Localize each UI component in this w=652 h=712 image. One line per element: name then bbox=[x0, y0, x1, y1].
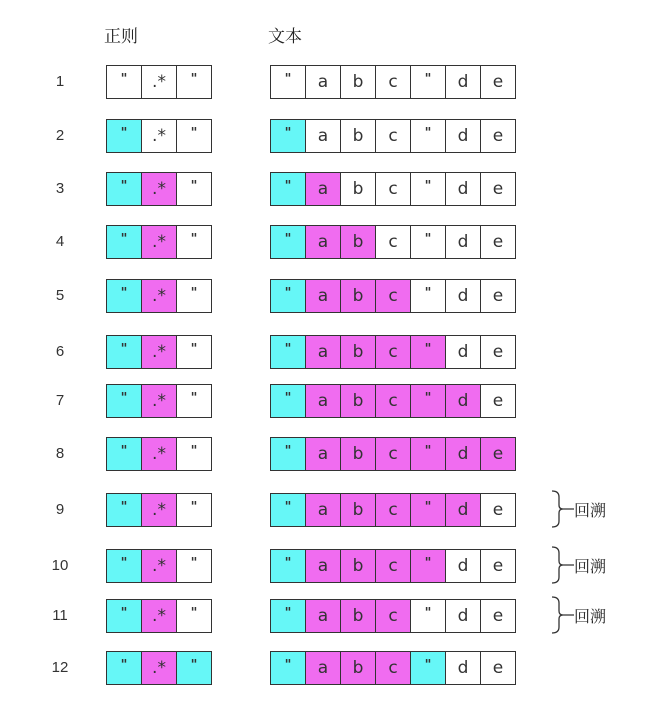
regex-token-cell: " bbox=[177, 66, 212, 98]
text-char-cell: b bbox=[341, 385, 376, 417]
regex-cells bbox=[106, 651, 212, 685]
text-cells bbox=[270, 172, 516, 206]
step-row bbox=[0, 279, 652, 313]
regex-token-cell: .* bbox=[142, 226, 177, 258]
step-number: 5 bbox=[55, 287, 65, 304]
regex-token-cell: " bbox=[107, 385, 142, 417]
regex-token-cell: " bbox=[107, 600, 142, 632]
text-char-cell: b bbox=[341, 173, 376, 205]
text-char-cell: c bbox=[376, 173, 411, 205]
regex-header: 正则 bbox=[104, 27, 138, 47]
text-cells bbox=[270, 493, 516, 527]
text-char-cell: d bbox=[446, 600, 481, 632]
text-char-cell: c bbox=[376, 280, 411, 312]
text-cells bbox=[270, 651, 516, 685]
text-char-cell: a bbox=[306, 336, 341, 368]
text-cells bbox=[270, 279, 516, 313]
text-char-cell: b bbox=[341, 550, 376, 582]
text-char-cell: " bbox=[271, 652, 306, 684]
text-char-cell: d bbox=[446, 336, 481, 368]
text-char-cell: a bbox=[306, 438, 341, 470]
text-char-cell: " bbox=[411, 385, 446, 417]
text-header: 文本 bbox=[268, 27, 302, 47]
text-char-cell: " bbox=[411, 280, 446, 312]
text-char-cell: " bbox=[271, 494, 306, 526]
text-char-cell: " bbox=[411, 652, 446, 684]
regex-token-cell: " bbox=[177, 550, 212, 582]
text-char-cell: c bbox=[376, 120, 411, 152]
text-cells bbox=[270, 225, 516, 259]
step-row bbox=[0, 651, 652, 685]
regex-token-cell: " bbox=[107, 550, 142, 582]
regex-cells bbox=[106, 279, 212, 313]
regex-token-cell: .* bbox=[142, 173, 177, 205]
text-cells bbox=[270, 384, 516, 418]
text-char-cell: a bbox=[306, 494, 341, 526]
regex-token-cell: " bbox=[107, 494, 142, 526]
step-row bbox=[0, 384, 652, 418]
step-row bbox=[0, 493, 652, 527]
regex-cells bbox=[106, 493, 212, 527]
regex-cells bbox=[106, 172, 212, 206]
text-char-cell: a bbox=[306, 600, 341, 632]
text-char-cell: " bbox=[271, 550, 306, 582]
text-char-cell: c bbox=[376, 385, 411, 417]
text-char-cell: c bbox=[376, 438, 411, 470]
step-row bbox=[0, 119, 652, 153]
text-char-cell: " bbox=[271, 173, 306, 205]
text-char-cell: a bbox=[306, 652, 341, 684]
backtrack-label: 回溯 bbox=[574, 500, 607, 520]
regex-token-cell: " bbox=[177, 600, 212, 632]
text-char-cell: e bbox=[481, 280, 516, 312]
text-char-cell: a bbox=[306, 66, 341, 98]
text-char-cell: d bbox=[446, 385, 481, 417]
regex-token-cell: " bbox=[177, 280, 212, 312]
regex-cells bbox=[106, 335, 212, 369]
step-row bbox=[0, 335, 652, 369]
regex-token-cell: " bbox=[107, 66, 142, 98]
regex-token-cell: " bbox=[177, 385, 212, 417]
step-number: 4 bbox=[55, 233, 65, 250]
regex-token-cell: " bbox=[177, 336, 212, 368]
step-row bbox=[0, 225, 652, 259]
regex-token-cell: .* bbox=[142, 66, 177, 98]
curly-brace-icon bbox=[548, 489, 574, 529]
text-char-cell: " bbox=[271, 600, 306, 632]
regex-token-cell: .* bbox=[142, 438, 177, 470]
step-number: 9 bbox=[55, 501, 65, 518]
text-char-cell: " bbox=[271, 438, 306, 470]
step-row bbox=[0, 599, 652, 633]
backtrack-annotation bbox=[548, 545, 606, 585]
backtrack-annotation bbox=[548, 595, 606, 635]
regex-token-cell: " bbox=[177, 494, 212, 526]
regex-token-cell: .* bbox=[142, 494, 177, 526]
text-char-cell: d bbox=[446, 494, 481, 526]
regex-token-cell: .* bbox=[142, 652, 177, 684]
regex-token-cell: .* bbox=[142, 120, 177, 152]
regex-token-cell: .* bbox=[142, 385, 177, 417]
curly-brace-icon bbox=[548, 545, 574, 585]
text-char-cell: a bbox=[306, 385, 341, 417]
text-char-cell: a bbox=[306, 120, 341, 152]
regex-token-cell: " bbox=[177, 226, 212, 258]
text-char-cell: e bbox=[481, 600, 516, 632]
text-char-cell: b bbox=[341, 600, 376, 632]
step-number: 6 bbox=[55, 343, 65, 360]
text-char-cell: d bbox=[446, 280, 481, 312]
regex-token-cell: " bbox=[177, 120, 212, 152]
text-char-cell: d bbox=[446, 550, 481, 582]
text-char-cell: e bbox=[481, 336, 516, 368]
step-number: 12 bbox=[51, 659, 69, 676]
text-char-cell: d bbox=[446, 652, 481, 684]
step-number: 11 bbox=[52, 607, 68, 624]
regex-token-cell: " bbox=[177, 652, 212, 684]
step-row bbox=[0, 549, 652, 583]
text-char-cell: " bbox=[411, 550, 446, 582]
text-char-cell: b bbox=[341, 336, 376, 368]
text-char-cell: e bbox=[481, 120, 516, 152]
text-cells bbox=[270, 119, 516, 153]
regex-cells bbox=[106, 549, 212, 583]
regex-token-cell: " bbox=[107, 438, 142, 470]
text-char-cell: e bbox=[481, 226, 516, 258]
text-char-cell: " bbox=[411, 173, 446, 205]
text-char-cell: " bbox=[411, 226, 446, 258]
step-row bbox=[0, 437, 652, 471]
text-char-cell: e bbox=[481, 438, 516, 470]
text-char-cell: c bbox=[376, 336, 411, 368]
text-char-cell: a bbox=[306, 280, 341, 312]
regex-token-cell: .* bbox=[142, 336, 177, 368]
regex-cells bbox=[106, 65, 212, 99]
regex-token-cell: " bbox=[107, 336, 142, 368]
step-row bbox=[0, 65, 652, 99]
text-char-cell: " bbox=[271, 66, 306, 98]
regex-token-cell: " bbox=[107, 120, 142, 152]
text-char-cell: e bbox=[481, 385, 516, 417]
text-char-cell: d bbox=[446, 226, 481, 258]
text-char-cell: e bbox=[481, 66, 516, 98]
text-char-cell: d bbox=[446, 66, 481, 98]
step-number: 2 bbox=[55, 127, 65, 144]
text-char-cell: c bbox=[376, 550, 411, 582]
step-number: 7 bbox=[55, 392, 65, 409]
text-char-cell: " bbox=[411, 600, 446, 632]
text-cells bbox=[270, 549, 516, 583]
text-char-cell: " bbox=[271, 385, 306, 417]
text-char-cell: " bbox=[271, 280, 306, 312]
text-char-cell: e bbox=[481, 494, 516, 526]
backtrack-label: 回溯 bbox=[574, 606, 607, 626]
step-number: 3 bbox=[55, 180, 65, 197]
text-char-cell: e bbox=[481, 173, 516, 205]
regex-cells bbox=[106, 225, 212, 259]
text-char-cell: " bbox=[411, 494, 446, 526]
text-char-cell: d bbox=[446, 438, 481, 470]
text-char-cell: b bbox=[341, 226, 376, 258]
text-char-cell: " bbox=[411, 66, 446, 98]
text-char-cell: " bbox=[411, 438, 446, 470]
text-char-cell: e bbox=[481, 652, 516, 684]
regex-cells bbox=[106, 119, 212, 153]
regex-token-cell: .* bbox=[142, 280, 177, 312]
regex-cells bbox=[106, 599, 212, 633]
regex-token-cell: " bbox=[107, 280, 142, 312]
regex-cells bbox=[106, 437, 212, 471]
regex-token-cell: " bbox=[177, 438, 212, 470]
text-char-cell: c bbox=[376, 652, 411, 684]
text-char-cell: c bbox=[376, 66, 411, 98]
text-cells bbox=[270, 65, 516, 99]
text-char-cell: c bbox=[376, 600, 411, 632]
text-char-cell: b bbox=[341, 66, 376, 98]
text-char-cell: b bbox=[341, 438, 376, 470]
regex-token-cell: .* bbox=[142, 550, 177, 582]
backtrack-annotation bbox=[548, 489, 606, 529]
text-char-cell: b bbox=[341, 652, 376, 684]
text-char-cell: c bbox=[376, 494, 411, 526]
step-number: 10 bbox=[51, 557, 69, 574]
text-char-cell: b bbox=[341, 120, 376, 152]
regex-token-cell: " bbox=[107, 173, 142, 205]
text-char-cell: a bbox=[306, 226, 341, 258]
step-row bbox=[0, 172, 652, 206]
text-char-cell: " bbox=[411, 336, 446, 368]
text-char-cell: a bbox=[306, 550, 341, 582]
regex-token-cell: " bbox=[107, 652, 142, 684]
step-number: 8 bbox=[55, 445, 65, 462]
text-cells bbox=[270, 437, 516, 471]
regex-token-cell: " bbox=[107, 226, 142, 258]
regex-token-cell: .* bbox=[142, 600, 177, 632]
text-char-cell: " bbox=[271, 120, 306, 152]
text-char-cell: b bbox=[341, 494, 376, 526]
regex-cells bbox=[106, 384, 212, 418]
text-cells bbox=[270, 599, 516, 633]
regex-token-cell: " bbox=[177, 173, 212, 205]
text-char-cell: c bbox=[376, 226, 411, 258]
text-char-cell: b bbox=[341, 280, 376, 312]
text-char-cell: " bbox=[271, 336, 306, 368]
text-char-cell: e bbox=[481, 550, 516, 582]
text-char-cell: a bbox=[306, 173, 341, 205]
text-cells bbox=[270, 335, 516, 369]
curly-brace-icon bbox=[548, 595, 574, 635]
step-number: 1 bbox=[55, 73, 65, 90]
text-char-cell: " bbox=[411, 120, 446, 152]
text-char-cell: d bbox=[446, 120, 481, 152]
backtrack-label: 回溯 bbox=[574, 556, 607, 576]
text-char-cell: d bbox=[446, 173, 481, 205]
text-char-cell: " bbox=[271, 226, 306, 258]
